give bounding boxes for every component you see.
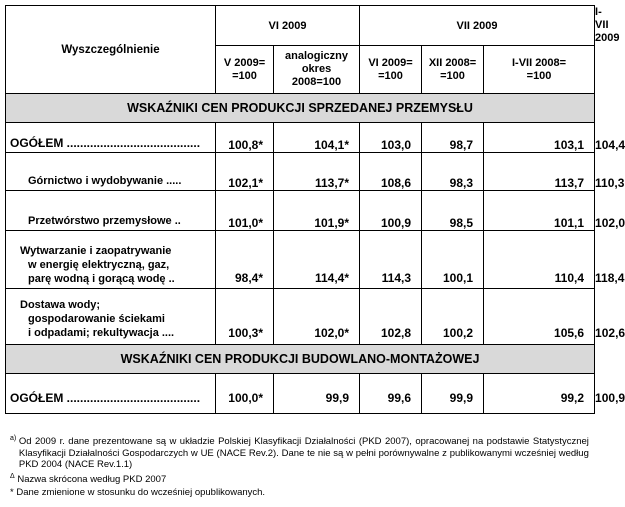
row-label-line: Dostawa wody;	[20, 299, 101, 311]
row-label	[6, 289, 216, 345]
cell-value: 105,6	[484, 289, 595, 345]
subcol-analog: analogiczny okres 2008=100	[274, 46, 360, 94]
footnote-delta-text: Nazwa skrócona według PKD 2007	[17, 474, 167, 485]
table-row: Górnictwo i wydobywanie ..... 102,1* 113,7* 108,6 98,3 113,7 110,3	[6, 153, 595, 191]
subcol-vi2009: VI 2009= =100	[360, 46, 422, 94]
footnote-a-mark: a)	[10, 434, 17, 442]
row-label: OGÓŁEM ........................................	[6, 123, 216, 153]
cell-value: 113,7	[484, 153, 595, 191]
row-label-line: parę wodną i gorącą wodę ..	[28, 273, 175, 285]
table-row: OGÓŁEM ........................................ 100,8* 104,1* 103,0 98,7 103,1 104,4	[6, 123, 595, 153]
header-group-vii-2009: VII 2009	[360, 6, 595, 46]
cell-value: 102,1*	[216, 153, 274, 191]
subcol-xii2008: XII 2008= =100	[422, 46, 484, 94]
cell-value: 98,5	[422, 191, 484, 231]
cell-value: 103,0	[360, 123, 422, 153]
cell-value: 99,6	[360, 374, 422, 414]
subcol-i-vii-2008: I-VII 2008= =100	[484, 46, 595, 94]
cell-value: 101,1	[484, 191, 595, 231]
table-row: Przetwórstwo przemysłowe .. 101,0* 101,9* 100,9 98,5 101,1 102,0	[6, 191, 595, 231]
cell-value: 103,1	[484, 123, 595, 153]
cell-value: 98,7	[422, 123, 484, 153]
row-label-line: Wytwarzanie i zaopatrywanie	[20, 245, 172, 257]
cell-value: 100,3*	[216, 289, 274, 345]
cell-value: 108,6	[360, 153, 422, 191]
cell-value: 101,9*	[274, 191, 360, 231]
cell-value: 114,4*	[274, 231, 360, 289]
row-label-line: gospodarowanie ściekami	[28, 313, 165, 325]
row-label-line: i odpadami; rekultywacja ....	[28, 327, 175, 339]
footnote-delta-mark: Δ	[10, 472, 15, 480]
cell-value: 99,9	[274, 374, 360, 414]
row-label: Górnictwo i wydobywanie .....	[6, 153, 216, 191]
cell-value: 100,8*	[216, 123, 274, 153]
footnote-star	[10, 487, 265, 499]
header-row-label: Wyszczególnienie	[6, 6, 216, 94]
table-row: OGÓŁEM ........................................ 100,0* 99,9 99,6 99,9 99,2 100,9	[6, 374, 595, 414]
footnote-star-text: Dane zmienione w stosunku do wcześniej opublikowanych.	[16, 487, 266, 498]
subcol-v2009: V 2009= =100	[216, 46, 274, 94]
cell-value: 114,3	[360, 231, 422, 289]
table-row: Dostawa wody; gospodarowanie ściekami i odpadami; rekultywacja .... 100,3* 102,0* 102,8 100,2 105,6 102,6	[6, 289, 595, 345]
cell-value: 113,7*	[274, 153, 360, 191]
cell-value: 100,0*	[216, 374, 274, 414]
cell-value: 98,3	[422, 153, 484, 191]
footnote-star-mark: *	[10, 487, 14, 498]
section-title-industry: WSKAŹNIKI CEN PRODUKCJI SPRZEDANEJ PRZEMYSŁU	[6, 94, 595, 123]
row-label: Przetwórstwo przemysłowe ..	[6, 191, 216, 231]
footnote-a	[10, 436, 590, 471]
cell-value: 99,9	[422, 374, 484, 414]
cell-value: 98,4*	[216, 231, 274, 289]
cell-value: 110,4	[484, 231, 595, 289]
cell-value: 104,1*	[274, 123, 360, 153]
cell-value: 102,8	[360, 289, 422, 345]
footnote-delta	[10, 474, 166, 486]
header-group-vi-2009: VI 2009	[216, 6, 360, 46]
row-label	[6, 231, 216, 289]
cell-value: 102,0*	[274, 289, 360, 345]
table-row: Wytwarzanie i zaopatrywanie w energię elektryczną, gaz, parę wodną i gorącą wodę .. 98,4* 114,4* 114,3 100,1 110,4 118,4	[6, 231, 595, 289]
row-label: OGÓŁEM ........................................	[6, 374, 216, 414]
price-index-table: Wyszczególnienie VI 2009 VII 2009 I-VII 2009 V 2009= =100 analogiczny okres 2008=100 VI 2009= =100 XII 2008= =100 I-VII 2008= =100 WSKAŹNIKI CEN PRODUKCJI SPRZEDANEJ PRZEMYSŁU OGÓŁEM ........................................ 100,8* 104,1* 103,0 98,7 103,1 104,4 Górnictwo i wydobywanie ..... 102,1* 113,7* 108,6 98,3 113,7 110,3 Przetwórstwo przemysłowe .. 101,0* 101,9* 100,9 98,5 101,1 102,0 Wytwarzanie i zaopatrywanie w energię elektryczną, gaz, parę wodną i gorącą wodę .. 98,4* 114,4* 114,3 100,1 110,4 118,4 Dostawa wody; gospodarowanie ściekami i odpadami; rekultywacja .... 100,3* 102,0* 102,8 100,2 105,6 102,6 WSKAŹNIKI CEN PRODUKCJI BUDOWLANO-MONTAŻOWEJ OGÓŁEM ........................................ 100,0* 99,9 99,6 99,9 99,2 100,9	[5, 5, 595, 414]
cell-value: 101,0*	[216, 191, 274, 231]
footnote-a-text: Od 2009 r. dane prezentowane są w układzie Polskiej Klasyfikacji Działalności (PKD 2007), opracowanej na podstawie Statystycznej Klasyfikacji Działalności Gospodarczych w UE (NACE Rev.2). Dane te nie są w pełni porównywalne z publikowanymi wcześniej według PKD 2004 (NACE Rev.1.1)	[18, 436, 589, 470]
row-label-line: w energię elektryczną, gaz,	[28, 259, 170, 271]
cell-value: 100,9	[360, 191, 422, 231]
cell-value: 100,2	[422, 289, 484, 345]
cell-value: 99,2	[484, 374, 595, 414]
section-title-construction: WSKAŹNIKI CEN PRODUKCJI BUDOWLANO-MONTAŻOWEJ	[6, 345, 595, 374]
cell-value: 100,1	[422, 231, 484, 289]
